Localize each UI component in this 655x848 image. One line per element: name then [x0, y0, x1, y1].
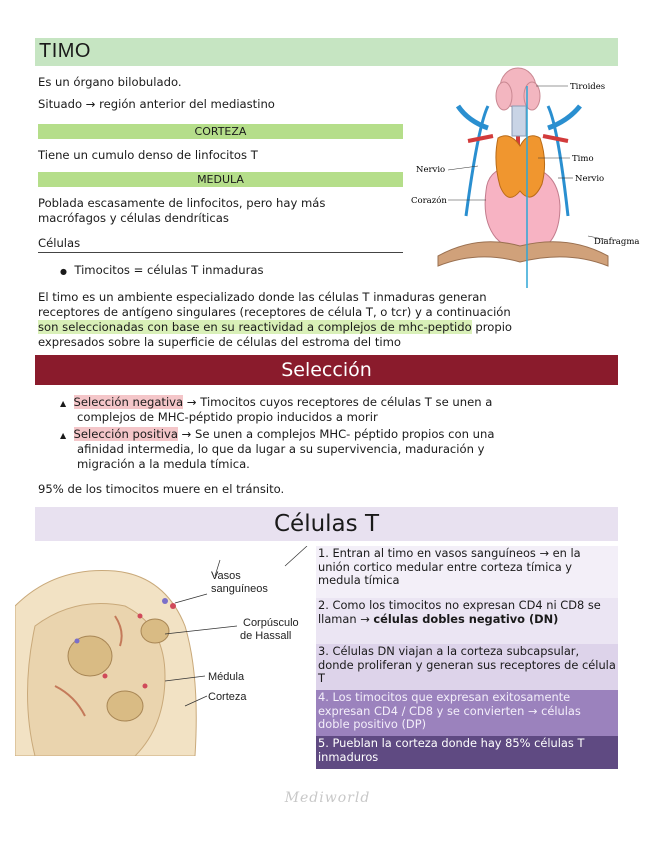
label-corteza: Corteza — [208, 691, 247, 703]
text-line: Células — [38, 236, 81, 250]
text-line: macrófagos y células dendríticas — [38, 211, 229, 225]
band-label: CORTEZA — [194, 125, 247, 138]
section-title: Selección — [281, 359, 372, 381]
label-corpusculo-2: de Hassall — [240, 630, 292, 642]
label-medula: Médula — [208, 671, 245, 683]
text-line: receptores de antígeno singulares (receptores de célula T, o tcr) y a continuación — [38, 305, 511, 319]
text-line: El timo es un ambiente especializado donde las células T inmaduras generan — [38, 290, 487, 304]
list-item — [60, 395, 492, 411]
text-line: 95% de los timocitos muere en el tránsito. — [38, 482, 285, 496]
list-item — [60, 427, 494, 443]
highlight-text: Selección positiva — [73, 427, 178, 441]
triangle-bullet-icon: ▲ — [60, 399, 67, 408]
text-line: Poblada escasamente de linfocitos, pero hay más — [38, 196, 326, 210]
section-header-celulas-t — [35, 507, 618, 541]
step-2 — [316, 598, 618, 644]
text-line: migración a la medula tímica. — [77, 457, 250, 471]
step-5: 5. Pueblan la corteza donde hay 85% células T inmaduros — [316, 736, 618, 769]
text-line: Situado → región anterior del mediastino — [38, 97, 275, 111]
section-header-timo — [35, 38, 618, 66]
label-nervio-left: Nervio — [416, 165, 446, 175]
text-span: propio — [471, 320, 513, 334]
divider — [38, 252, 403, 253]
label-vasos-2: sanguíneos — [211, 583, 268, 595]
text-line: Es un órgano bilobulado. — [38, 75, 182, 89]
step-3: 3. Células DN viajan a la corteza subcapsular, donde proliferan y generan sus receptores de célula T — [316, 644, 618, 690]
step-text: 2. Como los timocitos no expresan CD4 ni CD8 se llaman → — [318, 598, 601, 626]
text-line: expresados sobre la superficie de células del estroma del timo — [38, 335, 401, 349]
triangle-bullet-icon: ▲ — [60, 431, 67, 440]
corteza-band — [38, 124, 403, 139]
step-1: 1. Entran al timo en vasos sanguíneos → en la unión cortico medular entre corteza tímica y medula tímica — [316, 546, 618, 598]
highlight-text: Selección negativa — [73, 395, 184, 409]
thymus-tissue-illustration — [15, 546, 315, 756]
text-span: → Timocitos cuyos receptores de células T se unen a — [183, 395, 493, 409]
band-label: MEDULA — [197, 173, 244, 186]
section-title: Células T — [273, 511, 379, 537]
label-tiroides: Tiroides — [570, 82, 606, 92]
list-item-text: Timocitos = células T inmaduras — [74, 263, 264, 277]
text-line: Tiene un cumulo denso de linfocitos T — [38, 148, 258, 162]
thymus-anatomy-illustration — [408, 66, 640, 288]
text-span: → Se unen a complejos MHC- péptido propios con una — [177, 427, 495, 441]
text-line — [38, 320, 512, 334]
label-timo: Timo — [572, 154, 594, 164]
section-header-seleccion — [35, 355, 618, 385]
section-title: TIMO — [39, 40, 91, 62]
list-item — [60, 263, 264, 279]
highlight-text: son seleccionadas con base en su reactividad a complejos de mhc-peptido — [38, 320, 472, 334]
step-4: 4. Los timocitos que expresan exitosamente expresan CD4 / CD8 y se convierten → células doble positivo (DP) — [316, 690, 618, 736]
label-corazon: Corazón — [411, 196, 447, 206]
watermark: Mediworld — [284, 790, 371, 806]
medula-band — [38, 172, 403, 187]
label-corpusculo-1: Corpúsculo — [243, 617, 299, 629]
label-vasos-1: Vasos — [211, 570, 241, 582]
label-nervio-right: Nervio — [575, 174, 605, 184]
label-diafragma: Diafragma — [594, 237, 640, 247]
text-line: complejos de MHC-péptido propio inducidos a morir — [77, 410, 378, 424]
bullet-icon: ● — [60, 267, 67, 276]
text-line: afinidad intermedia, lo que da lugar a su supervivencia, maduración y — [77, 442, 485, 456]
step-bold-text: células dobles negativo (DN) — [373, 611, 559, 626]
